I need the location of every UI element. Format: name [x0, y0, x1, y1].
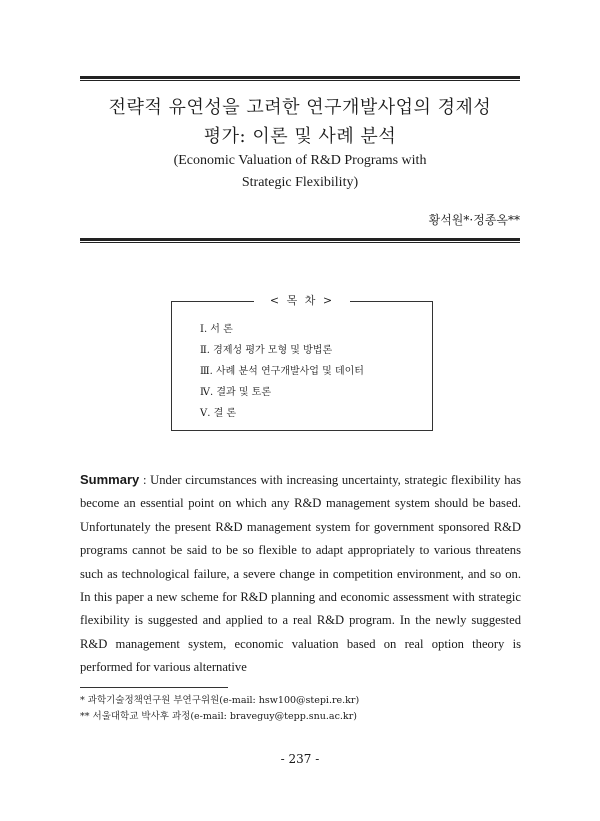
title-english-line-2: Strategic Flexibility)	[241, 175, 359, 190]
title-korean-line-1: 전략적 유연성을 고려한 연구개발사업의 경제성	[108, 97, 492, 118]
title-rule-bottom-thin	[80, 242, 520, 243]
toc-item-5: Ⅴ. 결 론	[200, 408, 237, 419]
footnote-2: ** 서울대학교 박사후 과정(e-mail: braveguy@tepp.snu.ac.kr)	[80, 711, 357, 722]
title-english-line-1: (Economic Valuation of R&D Programs with	[173, 153, 427, 168]
title-rule-top-thin	[80, 80, 520, 81]
title-korean-line-2: 평가: 이론 및 사례 분석	[203, 126, 397, 147]
title-rule-bottom-thick	[80, 238, 520, 241]
summary-separator: :	[139, 473, 151, 487]
toc-item-1: Ⅰ. 서 론	[200, 324, 233, 335]
toc-item-2: Ⅱ. 경제성 평가 모형 및 방법론	[200, 345, 333, 356]
summary-label: Summary	[80, 472, 140, 487]
footnote-1: * 과학기술정책연구원 부연구위원(e-mail: hsw100@stepi.re.kr)	[80, 695, 360, 706]
page-number: - 237 -	[280, 752, 320, 766]
authors: 황석원*·정종옥**	[428, 213, 520, 227]
toc-item-4: Ⅳ. 결과 및 토론	[200, 387, 272, 398]
summary-text: Under circumstances with increasing uncertainty, strategic flexibility has become an essential point on which any R&D management system should be based. Unfortunately the present R&D management system for government sponsored R&D programs cannot be said to be so flexible to adapt appropriately to various threatens such as technological failure, a severe change in competition environment, and so on. In this paper a new scheme for R&D planning and economic assessment with strategic flexibility is suggested and applied to a real R&D program. In the newly suggested R&D management system, economic valuation based on real option theory is performed for various alternative	[80, 473, 522, 675]
toc-item-3: Ⅲ. 사례 분석 연구개발사업 및 데이터	[200, 366, 364, 377]
summary-paragraph	[80, 468, 521, 680]
footnote-rule	[80, 687, 228, 688]
title-rule-top-thick	[80, 76, 520, 79]
table-of-contents-heading: < 목 차 >	[254, 292, 350, 308]
